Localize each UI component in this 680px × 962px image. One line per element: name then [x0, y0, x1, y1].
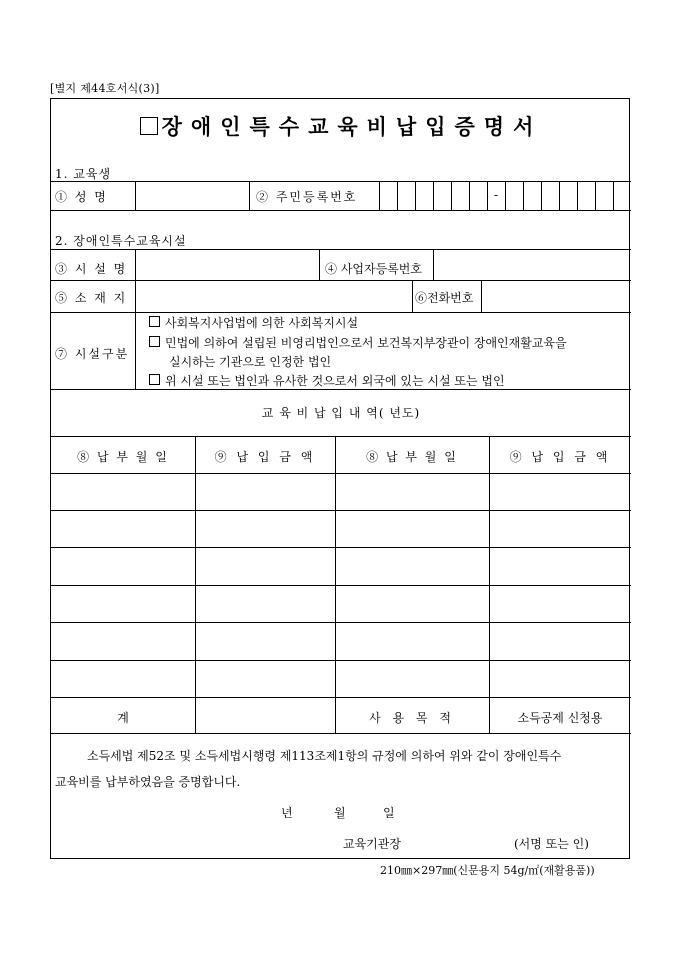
certification-text-line2: 교육비를 납부하였음을 증명합니다.	[55, 775, 241, 789]
date-month-label: 월	[334, 806, 346, 820]
category-option-nonprofit-cont: 실시하는 기관으로 인정한 법인	[169, 355, 332, 369]
business-registration-field[interactable]	[434, 250, 630, 280]
facility-name-field[interactable]	[136, 250, 318, 280]
checkbox-icon[interactable]	[149, 316, 160, 327]
signature-label: (서명 또는 인)	[514, 837, 589, 851]
category-option-foreign[interactable]: 위 시설 또는 법인과 유사한 것으로서 외국에 있는 시설 또는 법인	[149, 372, 505, 389]
issuer-label: 교육기관장	[343, 837, 401, 851]
name-field[interactable]	[136, 182, 248, 209]
rrn-dash: -	[494, 188, 499, 202]
table-row[interactable]	[51, 474, 631, 510]
total-label: 계	[117, 711, 129, 725]
payment-rows	[51, 474, 631, 696]
col-header-payment-date-1: ⑧ 납 부 월 일	[77, 450, 169, 464]
address-label: ⑤ 소 재 지	[55, 291, 128, 305]
table-row[interactable]	[51, 511, 631, 547]
section-2-heading: 2. 장애인특수교육시설	[55, 234, 187, 248]
payment-history-heading: 교 육 비 납 입 내 역( 년도)	[261, 406, 421, 420]
name-label: ① 성 명	[55, 190, 108, 204]
total-amount-field[interactable]	[196, 698, 334, 732]
phone-label: ⑥전화번호	[415, 291, 474, 305]
title-checkbox-icon	[140, 117, 158, 135]
purpose-value: 소득공제 신청용	[517, 711, 603, 725]
table-row[interactable]	[51, 661, 631, 696]
rrn-field[interactable]	[380, 182, 630, 209]
address-field[interactable]	[136, 281, 411, 311]
certificate-form	[50, 98, 630, 859]
col-header-payment-date-2: ⑧ 납 부 월 일	[366, 450, 458, 464]
rrn-label: ② 주민등록번호	[256, 190, 358, 204]
col-header-amount-1: ⑨ 납 입 금 액	[214, 450, 316, 464]
table-row[interactable]	[51, 623, 631, 660]
table-row[interactable]	[51, 586, 631, 622]
checkbox-icon[interactable]	[149, 336, 160, 347]
certification-text-line1: 소득세법 제52조 및 소득세법시행령 제113조제1항의 규정에 의하여 위와 같이 장애인특수	[87, 749, 562, 763]
facility-category-label: ⑦ 시설구분	[55, 347, 130, 361]
checkbox-icon[interactable]	[149, 374, 160, 385]
business-registration-label: ④ 사업자등록번호	[325, 262, 422, 276]
purpose-label: 사 용 목 적	[369, 711, 455, 725]
category-option-social-welfare[interactable]: 사회복지사업법에 의한 사회복지시설	[149, 314, 358, 331]
paper-spec-note: 210㎜×297㎜(신문용지 54g/㎡(재활용품))	[380, 864, 595, 877]
form-title: 장애인특수교육비납입증명서	[51, 111, 631, 141]
col-header-amount-2: ⑨ 납 입 금 액	[509, 450, 611, 464]
form-number-label: [별지 제44호서식(3)]	[50, 82, 160, 95]
table-row[interactable]	[51, 548, 631, 585]
date-day-label: 일	[383, 806, 395, 820]
section-1-heading: 1. 교육생	[55, 167, 112, 181]
date-year-label: 년	[281, 806, 293, 820]
phone-field[interactable]	[482, 281, 630, 311]
category-option-nonprofit[interactable]: 민법에 의하여 설립된 비영리법인으로서 보건복지부장관이 장애인재활교육을	[149, 334, 567, 351]
facility-name-label: ③ 시 설 명	[55, 262, 128, 276]
